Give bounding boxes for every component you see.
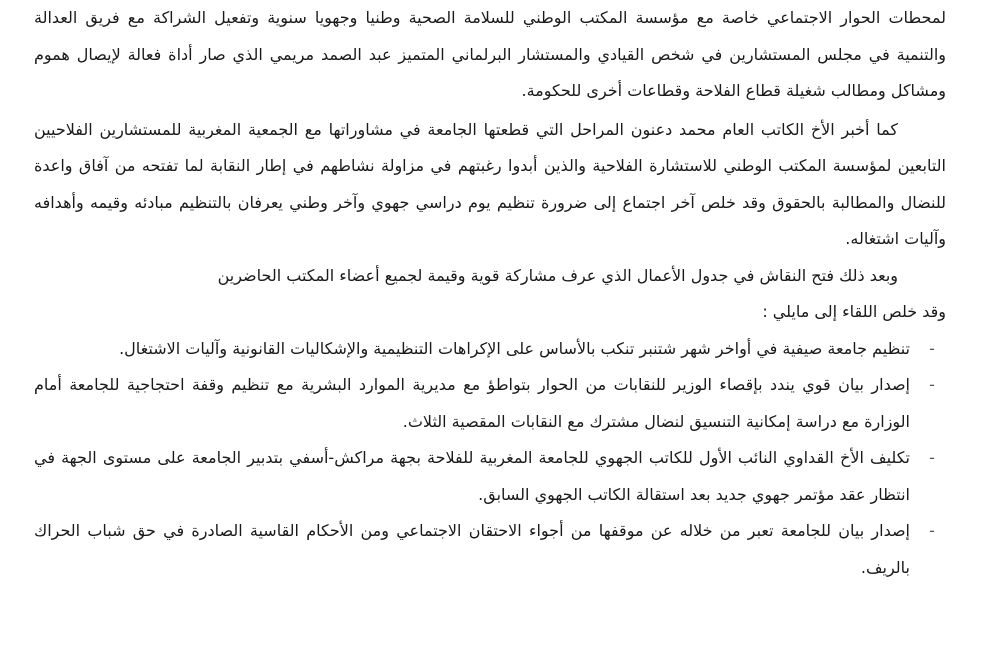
article-paragraph: وبعد ذلك فتح النقاش في جدول الأعمال الذي عرف مشاركة قوية وقيمة لجميع أعضاء المكتب الحاضرين (217, 265, 898, 285)
bullet-dash-icon: - (929, 375, 935, 394)
list-item-text: إصدار بيان للجامعة تعبر من خلاله عن موقفها من أجواء الاحتقان الاجتماعي ومن الأحكام القاسية الصادرة في حق شباب الحراك بالريف. (34, 521, 910, 577)
list-item-text: تكليف الأخ القداوي النائب الأول للكاتب الجهوي للجامعة المغربية للفلاحة بجهة مراكش-أسفي بتدبير الجامعة على مستوى الجهة في انتظار عقد مؤتمر جهوي جديد بعد استقالة الكاتب الجهوي السابق. (34, 448, 910, 504)
list-item-text: تنظيم جامعة صيفية في أواخر شهر شتنبر تنكب بالأساس على الإكراهات التنظيمية والإشكاليات القانونية وآليات الاشتغال. (119, 338, 910, 358)
list-item (34, 513, 946, 586)
bullet-dash-icon: - (929, 448, 935, 467)
list-item (34, 440, 946, 513)
decisions-list (34, 331, 946, 587)
bullet-dash-icon: - (929, 521, 935, 540)
list-item (34, 331, 946, 368)
list-item (34, 367, 946, 440)
article-paragraph: وقد خلص اللقاء إلى مايلي : (762, 302, 946, 321)
article-paragraph: كما أخبر الأخ الكاتب العام محمد دعنون المراحل التي قطعتها الجامعة في مشاوراتها مع الجمعية المغربية للمستشارين الفلاحيين التابعين لمؤسسة المكتب الوطني للاستشارة الفلاحية والذين أبدوا رغبتهم في مزاولة نشاطهم في إطار النقابة لما تفتحه من آفاق واعدة للنضال والمطالبة بالحقوق وقد خلص آخر اجتماع إلى ضرورة تنظيم يوم دراسي جهوي وآخر وطني يعرفان بالتنظيم مبادئه وقيمه وأهدافه وآليات اشتغاله. (34, 119, 946, 248)
list-item-text: إصدار بيان قوي يندد بإقصاء الوزير للنقابات من الحوار بتواطؤ مع مديرية الموارد البشرية مع تنظيم وقفة احتجاجية للجامعة أمام الوزارة مع دراسة إمكانية التنسيق لنضال مشترك مع النقابات المقصية الثلاث. (34, 375, 910, 431)
article-body (34, 0, 946, 586)
bullet-dash-icon: - (929, 338, 935, 358)
article-paragraph: لمحطات الحوار الاجتماعي خاصة مع مؤسسة المكتب الوطني للسلامة الصحية وطنيا وجهويا سنوية وتفعيل الشراكة مع فريق العدالة والتنمية في مجلس المستشارين في شخص القيادي والمستشار البرلماني المتميز عبد الصمد مريمي الذي صار أداة فعالة لإيصال هموم ومشاكل ومطالب شغيلة قطاع الفلاحة وقطاعات أخرى للحكومة. (34, 8, 946, 100)
